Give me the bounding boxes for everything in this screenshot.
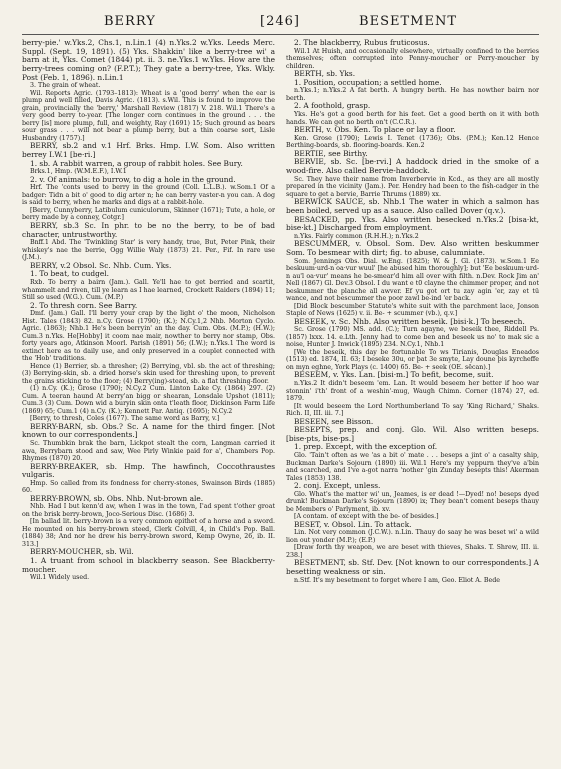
entry-paragraph: BERWICK SAUCE, sb. Nhb.1 The water in which a salmon has been boiled, served up as a sauce. Also called Dover (q.v.). (286, 197, 539, 215)
citation-paragraph: [In ballad lit. berry-brown is a very common epithet of a horse and a sword. He mounted on his berry-brown steed, Clerk Colvill, 4, in Child's Pop. Ball. (1884) 38; And nor he drew his berry-brown sword, Kemp Owyne, 26, ib. II. 313.] (22, 518, 275, 548)
citation-paragraph: Hmp. So called from its fondness for cherry-stones, Swainson Birds (1885) 60. (22, 479, 275, 495)
citation-paragraph: n.Yks. Fairly common (R.H.H.); n.Yks.2 (294, 232, 419, 240)
entry-paragraph: 1. sb. A rabbit warren, a group of rabbit holes. See Bury. (30, 158, 243, 168)
entry-paragraph: BERRY, sb.2 and v.1 Hrf. Brks. Hmp. I.W. Som. Also written berrey I.W.1 [be·ri.] (22, 141, 275, 159)
citation-paragraph: Nhb. Had I but kenn'd aw, when I was in the town, I'ad spent t'other groat on the brisk berry-brown, Joco-Serious Disc. (1686) 3. (22, 503, 275, 518)
page-number: [246] (260, 14, 300, 29)
citation-paragraph: n.Yks.1; n.Yks.2 A fat berth. A hungry berth. He has nowther bairn nor berth. (286, 87, 539, 102)
entry-paragraph: 1. Position, occupation; a settled home. (294, 77, 442, 87)
entry-paragraph: BERTH, v. Obs. Ken. To place or lay a floor. (294, 125, 456, 135)
entry-paragraph: BESACKED, pp. Yks. Also written besecked n.Yks.2 [bisa·kt, bise·kt.] Discharged from employment. (286, 214, 539, 233)
citation-paragraph: Sc. They have their name from Inverbervie in Kcd., as they are all mostly prepared in the vicinity (Jam.). Per. Hendry had been to the fish-cadger in the square to get a bervie, Barrie Thrums (1889) xx. (286, 175, 539, 198)
entry-paragraph: BERRY-MOUCHER, sb. Wil. (30, 547, 134, 557)
entry-paragraph: BERTIE, see Birthy. (294, 148, 368, 158)
citation-paragraph: Wil.1 At Huish, and occasionally elsewhere, virtually confined to the berries themselves; often corrupted into Penny-moucher or Perry-moucher by children. (286, 47, 539, 70)
citation-paragraph: n.Yks.2 It didn't beseem 'em. Lan. It would beseem her better if hoo war stonnin' i'th' front of a weshin'-mug, Waugh Chimn. Corner (1874) 27, ed. 1879. (286, 380, 539, 402)
citation-paragraph: Glo. 'Tain't often as we 'as a bit o' mate . . . beseps a jint o' a casalty ship, Buckman Darke's Sojourn (1890) iii. Wil.1 Here's my yeppurn they've a'bin and scarched, and I've a-got narra 'nother 'gin Zunday besepts this! Akerman Tales (1853) 138. (286, 452, 539, 482)
citation-paragraph: Hence (1) Berrier, sb. a thresher; (2) Berrying, vbl. sb. the act of threshing; (3) Berrying-skin, sb. a dried horse's skin used for threshing upon, to prevent the grains sticking to the floor; (4) Berry(ing)-stead, sb. a flat threshing-floor. (22, 362, 275, 385)
entry-paragraph: BESCUMMER, v. Obsol. Som. Dev. Also written beskummer Som. To besmear with dirt; fig. to abuse, calumniate. (286, 239, 539, 258)
citation-paragraph: Ken. Grose (1790); Lewis I. Tenet (1736); Obs. (P.M.); Ken.12 Hence Berthing-boards, sb. flooring-boards. Ken.2 (286, 134, 539, 150)
entry-paragraph: BESEEK, v. Sc. Nhb. Also written beseik. [bisi·k.] To beseech. (294, 316, 525, 326)
entry-paragraph: BERRY-BREAKER, sb. Hmp. The hawfinch, Coccothraustes vulgaris. (22, 461, 275, 480)
citation-paragraph: [We the beseik, this day be fortunable To ws Tirianis, Douglas Eneados (1513) ed. 1874, II. 63; I beseke 30u, or þat 3e smyte, Lay doune þis kyrcheffe on myn eghne, York Plays (c. 1400) 65. Be- + seek (OE. sēcan).] (286, 348, 539, 371)
entry-paragraph: BESEPTS, prep. and conj. Glo. Wil. Also written beseps. [bise·pts, bise·ps.] (286, 425, 539, 443)
entry-paragraph: 1. prep. Except, with the exception of. (294, 442, 438, 452)
entry-paragraph: BESEEN, see Bisson. (294, 416, 374, 426)
entry-paragraph: berry-pie.' w.Yks.2, Chs.1, n.Lin.1 (4) n.Yks.2 w.Yks. Leeds Merc. Suppl. (Sept. 19, 1891). (5) Yks. Shakkin' like a berry-tree wi' a barn at it, Yks. Comet (1844) pt. ii. 3. ne.Yks.1 w.Yks. How are the berry-trees coming on? (F.P.T.); They gate a berry-tree, Yks. Wkly. Post (Feb. 1, 1896). n.Lin.1 (22, 39, 275, 82)
running-header (22, 14, 539, 35)
entry-paragraph: 2. The blackberry, Rubus fruticosus. (294, 39, 430, 47)
citation-paragraph: Yks. He's got a good berth for his feet. Get a good berth on it with both hands. We can get no berth on't (C.C.R.). (286, 111, 539, 126)
citation-paragraph: [Did Block bescumber Statute's white suit with the parchment lace, Jonson Staple of News (1625) v. ii. Be- + scummer (vb.), q.v.] (286, 302, 539, 318)
citation-paragraph: [Draw forth thy weapon, we are beset with thieves, Shaks. T. Shrew, III. ii. 238.] (286, 544, 539, 559)
citation-paragraph: [Berry, to thresh, Coles (1677). The same word as Barry, v.] (30, 415, 220, 423)
citation-paragraph: Glo. What's the matter wi' un, Jeames, is er dead !—Dyed! no! beseps dyed drunk! Buckman Darke's Sojourn (1890) ix; They bean't coment beseps thauy be Members o' Parlyment, ib. xv. (286, 490, 539, 513)
header-first-headword: BERRY (104, 14, 156, 29)
citation-paragraph: Dmf. (Jam.) Gall. I'll berry your crap by the light o' the moon, Nicholson Hist. Tales (1843) 82. n.Cy. Grose (1790); (K.); N.Cy.1,2 Nhb. Morton Cyclo. Agric. (1863); Nhb.1 He's been berryin' an the day. Cum. Obs. (M.P.); (H.W.); Cum.3 n.Yks. He[Hobby] it coom nae mair, nowther to berry nor stamp, Obs. forty years ago, Atkinson Moorl. Parish (1891) 56; (I.W.); n.Yks.1 The word is extinct here as to daily use, and only preserved in a couplet connected with the 'Hob' traditions. (22, 310, 275, 363)
citation-paragraph: 3. The grain of wheat. (30, 82, 101, 90)
entry-paragraph: BERRY, sb.3 Sc. In phr. to be no the berry, to be of bad character, untrustworthy. (22, 220, 275, 239)
entry-paragraph: BESEEM, v. Yks. Lan. [bisi·m.] To befit, become, suit. (294, 370, 494, 380)
citation-paragraph: n.Stf. It's my besetment to forget where I am, Geo. Eliot A. Bede (294, 576, 500, 584)
citation-paragraph: Sc. Thumbkin brak the barn, Lickpot stealt the corn, Langman carried it awa, Berrybarn stood and saw, Wee Pirly Winkie paid for a', Chambers Pop. Rhymes (1870) 20. (22, 440, 275, 462)
entry-paragraph: BESETMENT, sb. Stf. Dev. [Not known to our correspondents.] A besetting weakness or sin. (286, 558, 539, 577)
entry-paragraph: BERRY, v.2 Obsol. Sc. Nhb. Cum. Yks. (30, 260, 172, 270)
citation-paragraph: Brks.1, Hmp. (W.M.E.F.), I.W.1 (30, 168, 127, 176)
citation-paragraph: [Berry, Cunnyberry, Latibulum cuniculorum, Skinner (1671); Tute, a hole, or berry made by a conney, Cotgr.] (22, 206, 275, 222)
entry-paragraph: 2. A foothold, grasp. (294, 101, 371, 111)
entry-paragraph: BERRY-BARN, sb. Obs.? Sc. A name for the third finger. [Not known to our correspondents.] (22, 421, 275, 440)
entry-paragraph: 2. conj. Except, unless. (294, 481, 381, 491)
citation-paragraph: [It would beseem the Lord Northumberland To say 'King Richard,' Shaks. Rich. II, III. iii. 7.] (286, 402, 539, 417)
citation-paragraph: Wil. Reports Agric. (1793–1813): Wheat is a 'good berry' when the ear is plump and well filled, Davis Agric. (1813). s.Wil. This is found to improve the grain, provincially the 'berry,' Marshall Review (1817) V. 218. Wil.1 There's a very good berry to-year. [The longer corn continues in the ground . . . the berry [is] more plump, full, and weighty, Ray (1691) 15; Such ground as bears sour grass . . . will not bear a plump berry, but a thin coarse sort, Lisle Husbandry (1757).] (22, 89, 275, 142)
entry-paragraph: 1. A truant from school in blackberry season. See Blackberry-moucher. (22, 556, 275, 574)
citation-paragraph: Wil.1 Widely used. (30, 574, 90, 582)
citation-paragraph: Lin. Not very common (J.C.W.). n.Lin. Thauy do saay he was beset wi' a wild lion out yonder (M.P.); (E.P.) (286, 529, 539, 544)
entry-paragraph: BERRY-BROWN, sb. Obs. Nhb. Nut-brown ale. (30, 493, 204, 503)
citation-paragraph: [A contam. of except with the be- of besides.] (294, 513, 439, 521)
entry-paragraph: 2. v. Of animals: to burrow, to dig a hole in the ground. (30, 174, 236, 184)
entry-paragraph: BERTH, sb. Yks. (294, 69, 356, 79)
citation-paragraph: Som. Jennings Obs. Dial. w.Eng. (1825); W. & J. Gl. (1873). w.Som.1 Ee beskuum·urd-n oa·vur wuul' [he abused him thoroughly]; but 'Ee beskuum·urd-n au'l oa·vur' means he be-smear'd him all over with filth. n.Dev. Rock Jim an' Nell (1867) Gl. Dev.3 Obsol. I du want e t0 clayne the chimmer proper, and not beskummer the planche all awver. Ef yu got ort tu zay agin 'er, zay et tü wance, and not bescummer the poor zawl be-ind 'er back. (286, 257, 539, 303)
left-column (22, 39, 275, 757)
citation-paragraph: Sc. Grose (1790) MS. add. (C.); Turn agayne, we beseik thee, Riddell Ps. (1857) lxxx. 14. e.Lth. Jenny had to come ben and beseek us no' to mak sic a noise, Hunter J. Inwick (1895) 234. N.Cy.1, Nhb.1 (286, 326, 539, 349)
right-column (286, 39, 539, 757)
entry-paragraph: BESET, v. Obsol. Lin. To attack. (294, 519, 412, 529)
citation-paragraph: Hrf. The 'conts used to berry in the ground (Coll. L.L.B.). w.Som.1 Of a badger: Tidn a bit o' good to dig arter n; he can berry vaster-n you can. A dog is said to berry, when he marks and digs at a rabbit-hole. (22, 184, 275, 207)
entry-paragraph: BERVIE, sb. Sc. [be·rvi.] A haddock dried in the smoke of a wood-fire. Also called Bervie-haddock. (286, 157, 539, 176)
citation-paragraph: Rxb. To berry a bairn (Jam.). Gall. Ye'll hae to get berried and scartit, whammelt and riven, till ye learn as I hae learned, Crockett Raiders (1894) 11; Still so used (W.G.). Cum. (M.P.) (22, 279, 275, 302)
citation-paragraph: (1) n.Cy. (K.); Grose (1790); N.Cy.2 Cum. Linton Lake Cy. (1864) 297. (2) Cum. A teeran haund At berry'an bigg or shearan, Lonsdale Upshot (1811); Cum.3 (3) Cum. Down wid a buryin skin onta t'leath floor, Dickinson Farm Life (1869) 65; Cum.1 (4) n.Cy. (K.); Kennett Par. Antiq. (1695); N.Cy.2 (22, 385, 275, 415)
citation-paragraph: Bnff.1 Abd. The 'Twinkling Star' is very handy, true, But, Peter Pink, their whiskey's nae the berrie, Ogg Willie Waly (1873) 21. Per., Fif. In rare use (J.M.). (22, 239, 275, 262)
entry-paragraph: 2. To thresh corn. See Barry. (30, 300, 138, 310)
entry-paragraph: 1. To beat, to cudgel. (30, 269, 109, 279)
header-last-headword: BESETMENT (359, 14, 457, 29)
